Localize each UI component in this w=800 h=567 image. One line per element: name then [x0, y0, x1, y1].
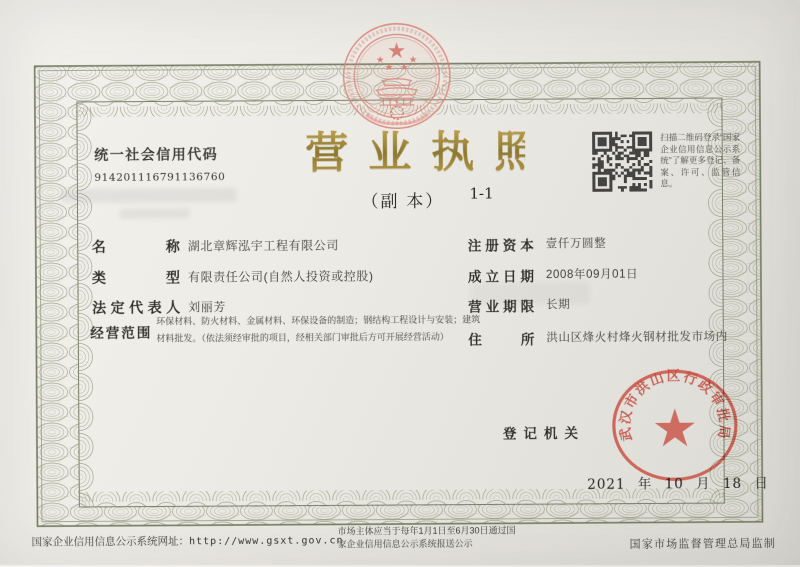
- field-legal-rep-label: 法定代表人: [92, 299, 181, 316]
- seal-star: [655, 408, 695, 446]
- field-address: [468, 327, 728, 349]
- field-capital-value: 壹仟万圆整: [545, 237, 607, 251]
- credit-code-label: 统一社会信用代码: [94, 146, 219, 163]
- field-scope-value: 环保材料、防火材料、金属材料、环保设备的制造；钢结构工程设计与安装；建筑材料批发。（依法须经审批的项目，经相关部门审批后方可开展经营活动）: [156, 314, 481, 344]
- field-term: [468, 295, 570, 316]
- field-address-label: 住所: [468, 332, 535, 348]
- field-capital-label: 注册资本: [467, 238, 534, 254]
- field-type-label: 类型: [91, 269, 181, 286]
- official-seal: [598, 362, 751, 495]
- field-legal-rep-value: 刘丽芳: [188, 300, 227, 315]
- footer-issuer: 国家市场监督管理总局监制: [629, 537, 777, 551]
- footer-gsxt-label: 国家企业信用信息公示系统网址：: [31, 535, 190, 549]
- credit-code-block: [94, 144, 225, 184]
- field-term-value: 长期: [546, 298, 571, 312]
- field-founded-label: 成立日期: [467, 269, 535, 285]
- registrar-label: 登记机关: [502, 425, 585, 442]
- field-name-label: 名称: [91, 238, 180, 255]
- qr-code: [592, 131, 652, 191]
- field-scope-label: 经营范围: [90, 325, 151, 341]
- seal-text: 武汉市洪山区行政审批局: [617, 368, 733, 443]
- license-subtitle: （副 本）: [361, 191, 445, 212]
- field-name-value: 湖北章辉泓宇工程有限公司: [187, 238, 340, 254]
- field-name: [92, 235, 339, 257]
- license-title: 营业执照: [285, 118, 525, 180]
- qr-caption: 扫描二维码登录“国家企业信用信息公示系统”了解更多登记、备案、许可、监管信息。: [660, 131, 741, 189]
- field-term-label: 营业期限: [468, 299, 535, 315]
- footer-notice: 市场主体应当于每年1月1日至6月30日通过国家企业信用信息公示系统报送公示: [337, 525, 516, 549]
- qr-code-block: [592, 131, 652, 191]
- field-founded: [468, 265, 638, 286]
- footer-gsxt: [32, 532, 344, 549]
- field-type: [92, 266, 374, 288]
- credit-code-value: 914201116791136760: [94, 171, 226, 184]
- issue-date: 2021 年 10 月 18 日: [587, 475, 769, 493]
- field-founded-value: 2008年09月01日: [545, 268, 639, 282]
- page-number: 1-1: [469, 184, 494, 203]
- field-type-value: 有限责任公司(自然人投资或控股): [187, 269, 374, 285]
- field-capital: [468, 234, 607, 255]
- footer-gsxt-url: http://www.gsxt.gov.cn: [189, 535, 344, 548]
- field-address-value: 洪山区烽火村烽火钢材批发市场内: [546, 330, 728, 345]
- national-emblem-icon: [338, 20, 455, 135]
